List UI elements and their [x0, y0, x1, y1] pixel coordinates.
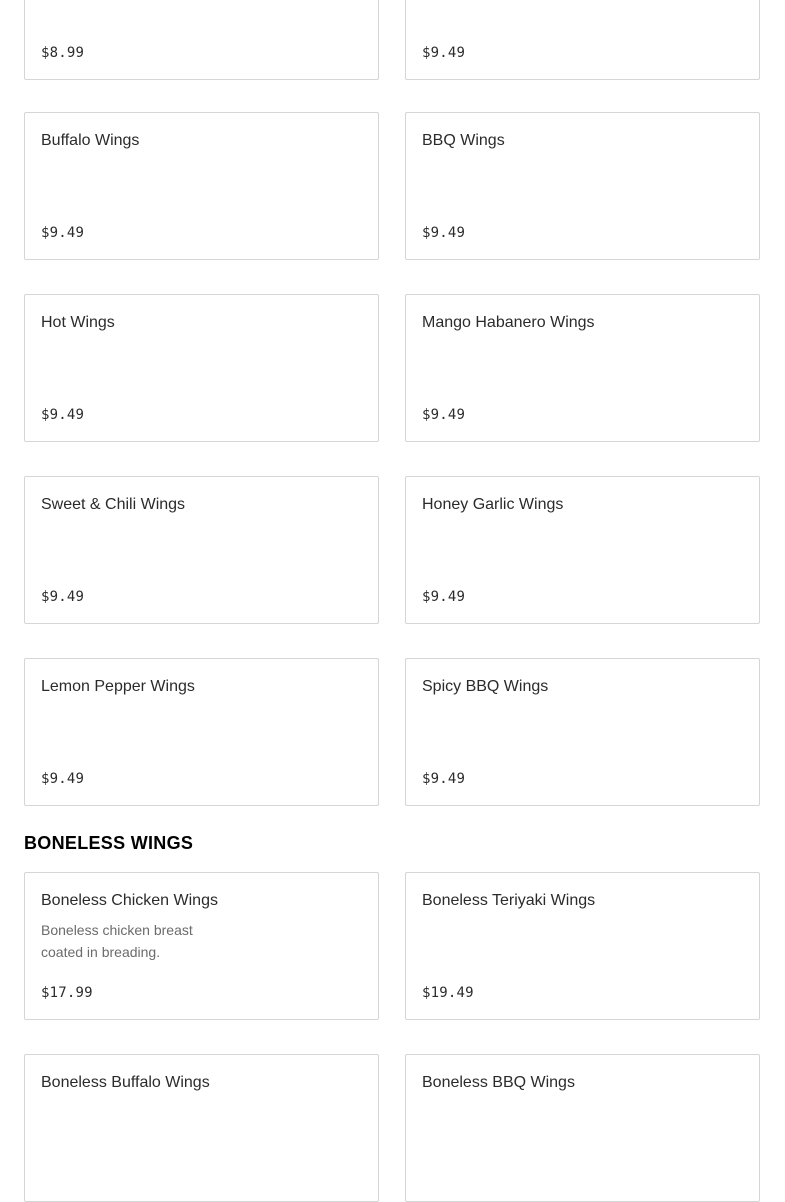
- item-name: Boneless Chicken Wings: [41, 892, 218, 909]
- menu-item-card[interactable]: [24, 476, 379, 624]
- item-name: Spicy BBQ Wings: [422, 678, 549, 695]
- menu-item-card[interactable]: [405, 0, 760, 80]
- item-price: $19.49: [422, 985, 474, 1001]
- item-name: Sweet & Chili Wings: [41, 496, 186, 513]
- menu-item-card[interactable]: [24, 658, 379, 806]
- menu-item-card[interactable]: [24, 872, 379, 1020]
- item-price: $9.49: [422, 589, 466, 605]
- item-price: $9.49: [41, 589, 85, 605]
- item-name: Mango Habanero Wings: [422, 314, 595, 331]
- item-name: Boneless Teriyaki Wings: [422, 892, 596, 909]
- item-name: Honey Garlic Wings: [422, 496, 564, 513]
- menu-item-card[interactable]: [24, 0, 379, 80]
- item-price: $9.49: [41, 407, 85, 423]
- menu-item-card[interactable]: [24, 1054, 379, 1202]
- item-name: BBQ Wings: [422, 132, 505, 149]
- item-price: $9.49: [422, 407, 466, 423]
- item-price: $9.49: [422, 45, 466, 61]
- menu-item-card[interactable]: [405, 476, 760, 624]
- item-price: $9.49: [422, 225, 466, 241]
- menu-item-card[interactable]: [24, 112, 379, 260]
- menu-item-card[interactable]: [405, 1054, 760, 1202]
- menu-item-card[interactable]: [405, 658, 760, 806]
- item-name: Boneless BBQ Wings: [422, 1074, 575, 1091]
- section-title-boneless-wings: BONELESS WINGS: [24, 833, 194, 853]
- item-price: $9.49: [422, 771, 466, 787]
- menu-item-card[interactable]: [405, 112, 760, 260]
- menu-item-card[interactable]: [405, 294, 760, 442]
- item-price: $9.49: [41, 225, 85, 241]
- item-description: Boneless chicken breast coated in breading.: [41, 922, 193, 960]
- menu-item-card[interactable]: [24, 294, 379, 442]
- item-name: Hot Wings: [41, 314, 115, 331]
- item-name: Boneless Buffalo Wings: [41, 1074, 210, 1091]
- item-name: Lemon Pepper Wings: [41, 678, 195, 695]
- item-name: Buffalo Wings: [41, 132, 140, 149]
- menu-item-card[interactable]: [405, 872, 760, 1020]
- item-price: $17.99: [41, 985, 93, 1001]
- item-price: $9.49: [41, 771, 85, 787]
- item-price: $8.99: [41, 45, 85, 61]
